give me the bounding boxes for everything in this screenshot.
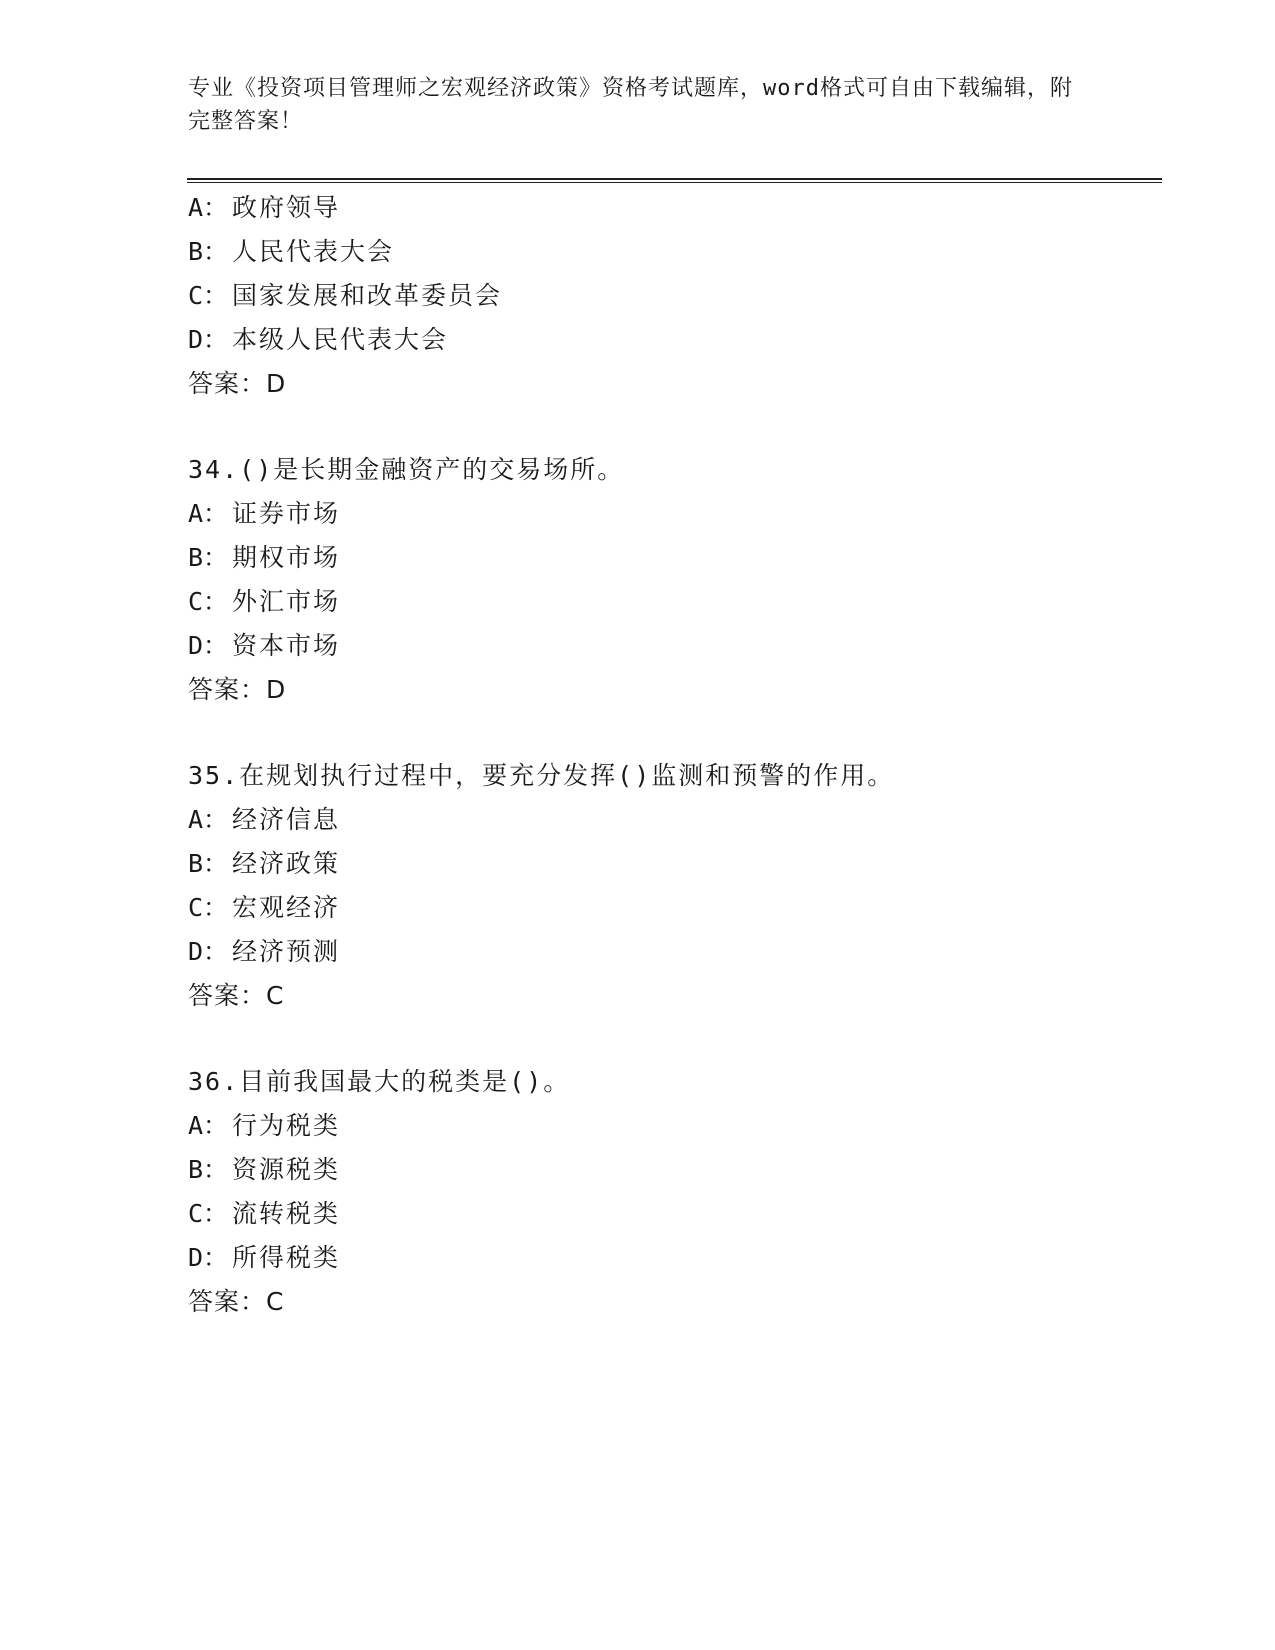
option-c <box>188 893 340 923</box>
option-letter: B： <box>188 543 229 572</box>
option-text: 人民代表大会 <box>232 237 395 266</box>
option-text: 证券市场 <box>232 499 341 528</box>
option-text: 外汇市场 <box>232 587 341 616</box>
option-text: 经济政策 <box>232 849 341 878</box>
option-text: 资本市场 <box>232 631 341 660</box>
option-b <box>188 237 394 267</box>
answer-line: 答案：D <box>188 675 287 704</box>
option-text: 政府领导 <box>232 193 341 222</box>
option-text: 国家发展和改革委员会 <box>232 281 503 310</box>
question-stem: 35.在规划执行过程中，要充分发挥()监测和预警的作用。 <box>188 761 895 790</box>
option-d <box>188 325 448 355</box>
answer-line: 答案：D <box>188 369 287 398</box>
option-text: 所得税类 <box>232 1243 341 1272</box>
question-stem: 34.()是长期金融资产的交易场所。 <box>188 455 625 484</box>
option-letter: B： <box>188 1155 229 1184</box>
option-text: 经济预测 <box>232 937 341 966</box>
option-c <box>188 281 502 311</box>
option-a <box>188 499 340 529</box>
option-text: 流转税类 <box>232 1199 341 1228</box>
option-letter: A： <box>188 805 229 834</box>
option-d <box>188 1243 340 1273</box>
option-letter: C： <box>188 893 229 922</box>
option-b <box>188 849 340 879</box>
option-text: 宏观经济 <box>232 893 341 922</box>
option-letter: A： <box>188 1111 229 1140</box>
option-letter: C： <box>188 1199 229 1228</box>
option-text: 行为税类 <box>232 1111 341 1140</box>
option-letter: C： <box>188 281 229 310</box>
option-letter: D： <box>188 1243 229 1272</box>
answer-line: 答案：C <box>188 1287 285 1316</box>
option-b <box>188 1155 340 1185</box>
option-letter: C： <box>188 587 229 616</box>
option-letter: A： <box>188 499 229 528</box>
answer-line: 答案：C <box>188 981 285 1010</box>
option-letter: B： <box>188 237 229 266</box>
option-b <box>188 543 340 573</box>
option-d <box>188 631 340 661</box>
header-divider <box>187 178 1162 183</box>
option-letter: D： <box>188 325 229 354</box>
option-c <box>188 1199 340 1229</box>
question-stem: 36.目前我国最大的税类是()。 <box>188 1067 571 1096</box>
option-text: 期权市场 <box>232 543 341 572</box>
option-letter: D： <box>188 937 229 966</box>
option-letter: D： <box>188 631 229 660</box>
option-text: 本级人民代表大会 <box>232 325 449 354</box>
option-c <box>188 587 340 617</box>
option-a <box>188 805 340 835</box>
option-letter: B： <box>188 849 229 878</box>
option-text: 资源税类 <box>232 1155 341 1184</box>
option-text: 经济信息 <box>232 805 341 834</box>
option-a <box>188 1111 340 1141</box>
document-header: 专业《投资项目管理师之宏观经济政策》资格考试题库，word格式可自由下载编辑，附完整答案！ <box>188 76 1073 134</box>
option-d <box>188 937 340 967</box>
option-letter: A： <box>188 193 229 222</box>
option-a <box>188 193 340 223</box>
